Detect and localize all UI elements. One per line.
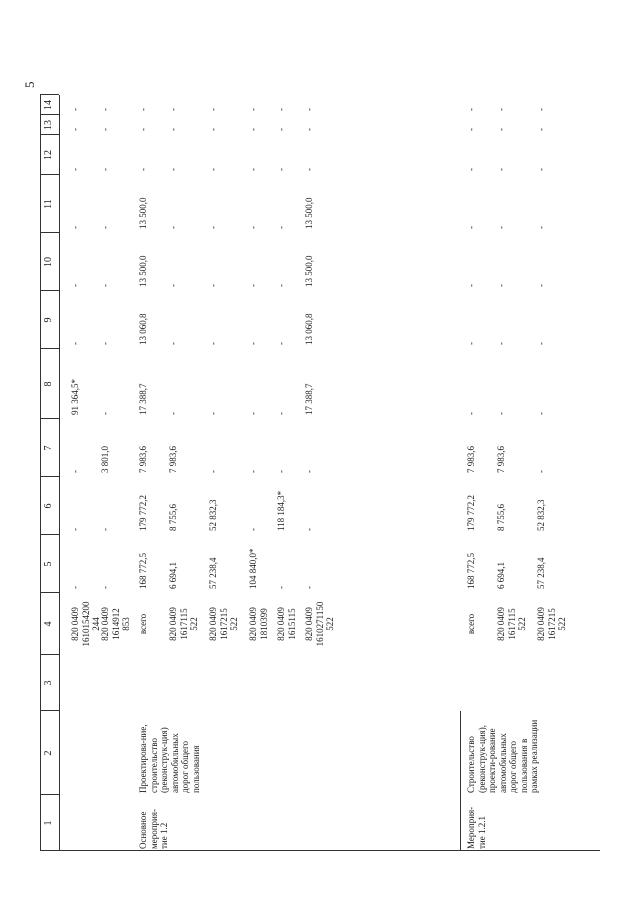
value-col-13: - [208,128,218,131]
value-col-8: - [536,412,546,415]
code-line: 820 0409 [496,607,506,641]
column-header-3: 3 [43,680,54,686]
value-col-12: - [304,168,314,171]
value-col-8: - [466,412,476,415]
value-col-14: - [70,108,80,111]
budget-code [70,593,102,655]
value-col-12: - [100,168,110,171]
column-header-14: 14 [43,100,54,110]
header-top-border [40,95,41,851]
value-col-13: - [248,128,258,131]
value-col-7: - [70,470,80,473]
value-col-14: - [304,108,314,111]
value-col-14: - [138,108,148,111]
value-col-11: - [248,226,258,229]
section2-name: Мероприя-тие 1.2.1 [466,806,487,849]
column-header-1: 1 [43,820,54,826]
value-col-7: - [536,470,546,473]
value-col-10: - [168,284,178,287]
value-col-5: 168 772,5 [466,553,476,589]
value-col-7: 7 983,6 [466,446,476,473]
column-header-11: 11 [43,199,54,209]
budget-code [304,593,336,655]
value-col-6: 8 755,6 [496,504,506,531]
code-line: 820 0409 [536,607,546,641]
code-line: 522 [229,617,239,631]
column-header-13: 13 [43,120,54,130]
value-col-10: - [276,284,286,287]
code-line: 1610271150 [314,601,325,647]
value-col-8: - [248,412,258,415]
section1-name: Основное мероприя-тие 1.2 [138,809,169,849]
value-col-7: - [304,470,314,473]
value-col-7: - [248,470,258,473]
value-col-14: - [536,108,546,111]
value-col-13: - [168,128,178,131]
value-col-7: 3 801,0 [100,446,110,473]
section1-description: Проектирова-ние, строительство (реконструк-ция) автомобильных дорог общего пользования [138,724,201,793]
value-col-5: - [70,586,80,589]
code-line: 1617215 [546,608,557,640]
code-line: всего [138,613,148,635]
value-col-8: - [168,412,178,415]
code-line: 820 0409 [70,607,80,641]
code-line: 1615115 [286,608,297,640]
value-col-11: - [496,226,506,229]
value-col-11: - [70,226,80,229]
value-col-9: - [276,342,286,345]
column-header-8: 8 [43,381,54,387]
value-col-9: - [168,342,178,345]
value-col-14: - [496,108,506,111]
value-col-14: - [276,108,286,111]
code-line: 820 0409 [100,607,110,641]
value-col-7: 7 983,6 [168,446,178,473]
code-line: 244 [91,617,101,631]
value-col-12: - [536,168,546,171]
value-col-6: 8 755,6 [168,504,178,531]
value-col-7: - [276,470,286,473]
budget-code [138,593,149,655]
value-col-13: - [138,128,148,131]
code-line: 820 0409 [248,607,258,641]
value-col-13: - [70,128,80,131]
value-col-9: 13 060,8 [138,313,148,345]
value-col-12: - [168,168,178,171]
value-col-8: - [496,412,506,415]
value-col-6: - [70,528,80,531]
value-col-11: - [276,226,286,229]
budget-table [40,95,600,851]
value-col-10: - [496,284,506,287]
value-col-14: - [168,108,178,111]
code-line: 820 0409 [276,607,286,641]
page-number: 5 [22,81,37,88]
value-col-6: - [100,528,110,531]
value-col-6: 118 184,3* [276,490,286,531]
code-line: всего [466,613,476,635]
column-header-4: 4 [43,621,54,627]
value-col-11: - [168,226,178,229]
value-col-8: - [100,412,110,415]
value-col-5: - [100,586,110,589]
column-header-10: 10 [43,257,54,267]
code-line: 853 [121,617,131,631]
value-col-9: - [496,342,506,345]
value-col-8: 17 388,7 [138,383,148,415]
value-col-10: 13 500,0 [138,255,148,287]
value-col-8: 91 364,5* [70,379,80,415]
code-line: 1810399 [258,608,269,640]
value-col-6: 52 832,3 [208,499,218,531]
value-col-9: - [100,342,110,345]
budget-code [100,593,132,655]
code-line: 820 0409 [208,607,218,641]
column-header-6: 6 [43,503,54,509]
code-line: 820 0409 [168,607,178,641]
value-col-5: 57 238,4 [536,557,546,589]
value-col-13: - [100,128,110,131]
code-line: 1617115 [506,608,517,640]
value-col-12: - [208,168,218,171]
value-col-9: - [208,342,218,345]
value-col-6: - [248,528,258,531]
value-col-6: - [304,528,314,531]
value-col-6: 179 772,2 [466,495,476,531]
value-col-12: - [276,168,286,171]
value-col-13: - [536,128,546,131]
code-line: 1614912 [110,608,121,640]
value-col-10: - [70,284,80,287]
value-col-5: 104 840,0* [248,548,258,589]
value-col-11: - [536,226,546,229]
value-col-6: 52 832,3 [536,499,546,531]
value-col-5: 6 694,1 [496,562,506,589]
column-header-12: 12 [43,150,54,160]
value-col-13: - [496,128,506,131]
value-col-5: 57 238,4 [208,557,218,589]
value-col-9: 13 060,8 [304,313,314,345]
section2-description: Строительство (реконструк-ция), проекти-рование автомобильных дорог общего пользования в рамках реализации [466,719,539,793]
value-col-10: - [248,284,258,287]
code-line: 522 [517,617,527,631]
value-col-11: - [466,226,476,229]
value-col-14: - [248,108,258,111]
value-col-10: - [208,284,218,287]
value-col-9: - [536,342,546,345]
value-col-7: 7 983,6 [496,446,506,473]
value-col-5: 6 694,1 [168,562,178,589]
value-col-8: - [276,412,286,415]
budget-code [276,593,297,655]
column-header-2: 2 [43,750,54,756]
column-header-5: 5 [43,561,54,567]
code-line: 522 [189,617,199,631]
value-col-12: - [248,168,258,171]
column-header-9: 9 [43,317,54,323]
budget-code [536,593,568,655]
value-col-9: - [70,342,80,345]
value-col-5: - [304,586,314,589]
code-line: 1617115 [178,608,189,640]
value-col-12: - [466,168,476,171]
budget-code [466,593,477,655]
value-col-11: - [208,226,218,229]
value-col-13: - [304,128,314,131]
section-separator [460,711,461,851]
value-col-13: - [276,128,286,131]
code-line: 522 [557,617,567,631]
value-col-14: - [208,108,218,111]
value-col-13: - [466,128,476,131]
budget-code [496,593,528,655]
value-col-12: - [496,168,506,171]
value-col-8: 17 388,7 [304,383,314,415]
header-bottom-border [59,95,60,851]
value-col-12: - [70,168,80,171]
value-col-12: - [138,168,148,171]
value-col-8: - [208,412,218,415]
code-line: 820 0409 [304,607,314,641]
column-header-7: 7 [43,445,54,451]
code-line: 1610154200 [80,601,91,647]
value-col-10: 13 500,0 [304,255,314,287]
value-col-7: - [208,470,218,473]
value-col-14: - [100,108,110,111]
value-col-10: - [536,284,546,287]
value-col-14: - [466,108,476,111]
value-col-11: 13 500,0 [304,197,314,229]
value-col-10: - [466,284,476,287]
header-col-divider [40,850,600,851]
budget-code [248,593,269,655]
value-col-11: 13 500,0 [138,197,148,229]
value-col-11: - [100,226,110,229]
budget-code [208,593,240,655]
value-col-7: 7 983,6 [138,446,148,473]
value-col-10: - [100,284,110,287]
code-line: 1617215 [218,608,229,640]
value-col-5: - [276,586,286,589]
budget-code [168,593,200,655]
code-line: 522 [325,617,335,631]
value-col-6: 179 772,2 [138,495,148,531]
value-col-9: - [248,342,258,345]
value-col-5: 168 772,5 [138,553,148,589]
value-col-9: - [466,342,476,345]
